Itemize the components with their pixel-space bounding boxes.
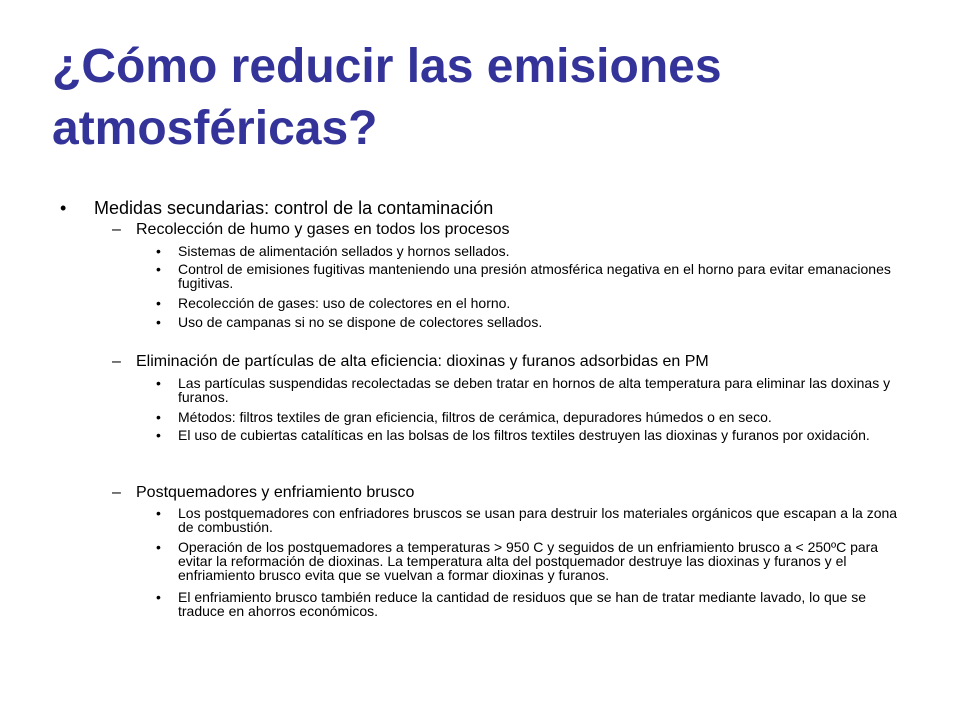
list-item bbox=[156, 428, 910, 442]
list-item bbox=[156, 506, 910, 534]
bullet-marker: • bbox=[60, 198, 67, 218]
list-item-text: Recolección de gases: uso de colectores en el horno. bbox=[178, 295, 511, 311]
dash-marker: – bbox=[112, 353, 121, 370]
bullet-marker: • bbox=[156, 261, 161, 277]
section-heading bbox=[112, 353, 896, 371]
list-item-text: Los postquemadores con enfriadores bruscos se usan para destruir los materiales orgánicos que escapan a la zona de combustión. bbox=[178, 505, 898, 535]
main-bullet bbox=[60, 198, 874, 218]
dash-marker: – bbox=[112, 484, 121, 501]
list-item bbox=[156, 540, 910, 582]
section-heading-text: Eliminación de partículas de alta eficiencia: dioxinas y furanos adsorbidas en PM bbox=[136, 353, 709, 370]
list-item-text: El uso de cubiertas catalíticas en las bolsas de los filtros textiles destruyen las dioxinas y furanos por oxidación. bbox=[178, 427, 870, 443]
bullet-marker: • bbox=[156, 243, 161, 259]
bullet-marker: • bbox=[156, 589, 161, 605]
list-item-text: Las partículas suspendidas recolectadas se deben tratar en hornos de alta temperatura para eliminar las doxinas y furanos. bbox=[178, 375, 891, 405]
list-item bbox=[156, 296, 910, 310]
list-item-text: Control de emisiones fugitivas manteniendo una presión atmosférica negativa en el horno para evitar emanaciones fugitivas. bbox=[178, 261, 891, 291]
main-bullet-text: Medidas secundarias: control de la contaminación bbox=[94, 198, 494, 218]
list-item bbox=[156, 376, 910, 404]
list-item bbox=[156, 315, 910, 329]
list-item bbox=[156, 262, 910, 290]
bullet-marker: • bbox=[156, 295, 161, 311]
list-item-text: Operación de los postquemadores a temperaturas > 950 C y seguidos de un enfriamiento brusco a < 250ºC para evitar la reformación de dioxinas. La temperatura alta del postquemador destruye las dioxinas y furanos y el enfriamiento brusco evita que se vuelvan a formar dioxinas y furanos. bbox=[178, 539, 879, 583]
bullet-marker: • bbox=[156, 375, 161, 391]
bullet-marker: • bbox=[156, 409, 161, 425]
list-item-text: Uso de campanas si no se dispone de colectores sellados. bbox=[178, 314, 543, 330]
section-heading-text: Postquemadores y enfriamiento brusco bbox=[136, 484, 415, 501]
list-item bbox=[156, 410, 910, 424]
dash-marker: – bbox=[112, 221, 121, 238]
section-heading bbox=[112, 484, 896, 502]
bullet-marker: • bbox=[156, 314, 161, 330]
list-item-text: Métodos: filtros textiles de gran eficiencia, filtros de cerámica, depuradores húmedos o en seco. bbox=[178, 409, 772, 425]
list-item bbox=[156, 244, 910, 258]
list-item-text: El enfriamiento brusco también reduce la cantidad de residuos que se han de tratar mediante lavado, lo que se traduce en ahorros económicos. bbox=[178, 589, 866, 619]
section-heading-text: Recolección de humo y gases en todos los procesos bbox=[136, 221, 510, 238]
bullet-marker: • bbox=[156, 539, 161, 555]
slide-title: ¿Cómo reducir las emisiones atmosféricas? bbox=[52, 40, 722, 155]
bullet-marker: • bbox=[156, 427, 161, 443]
list-item-text: Sistemas de alimentación sellados y hornos sellados. bbox=[178, 243, 510, 259]
section-heading bbox=[112, 221, 896, 239]
list-item bbox=[156, 590, 910, 618]
bullet-marker: • bbox=[156, 505, 161, 521]
